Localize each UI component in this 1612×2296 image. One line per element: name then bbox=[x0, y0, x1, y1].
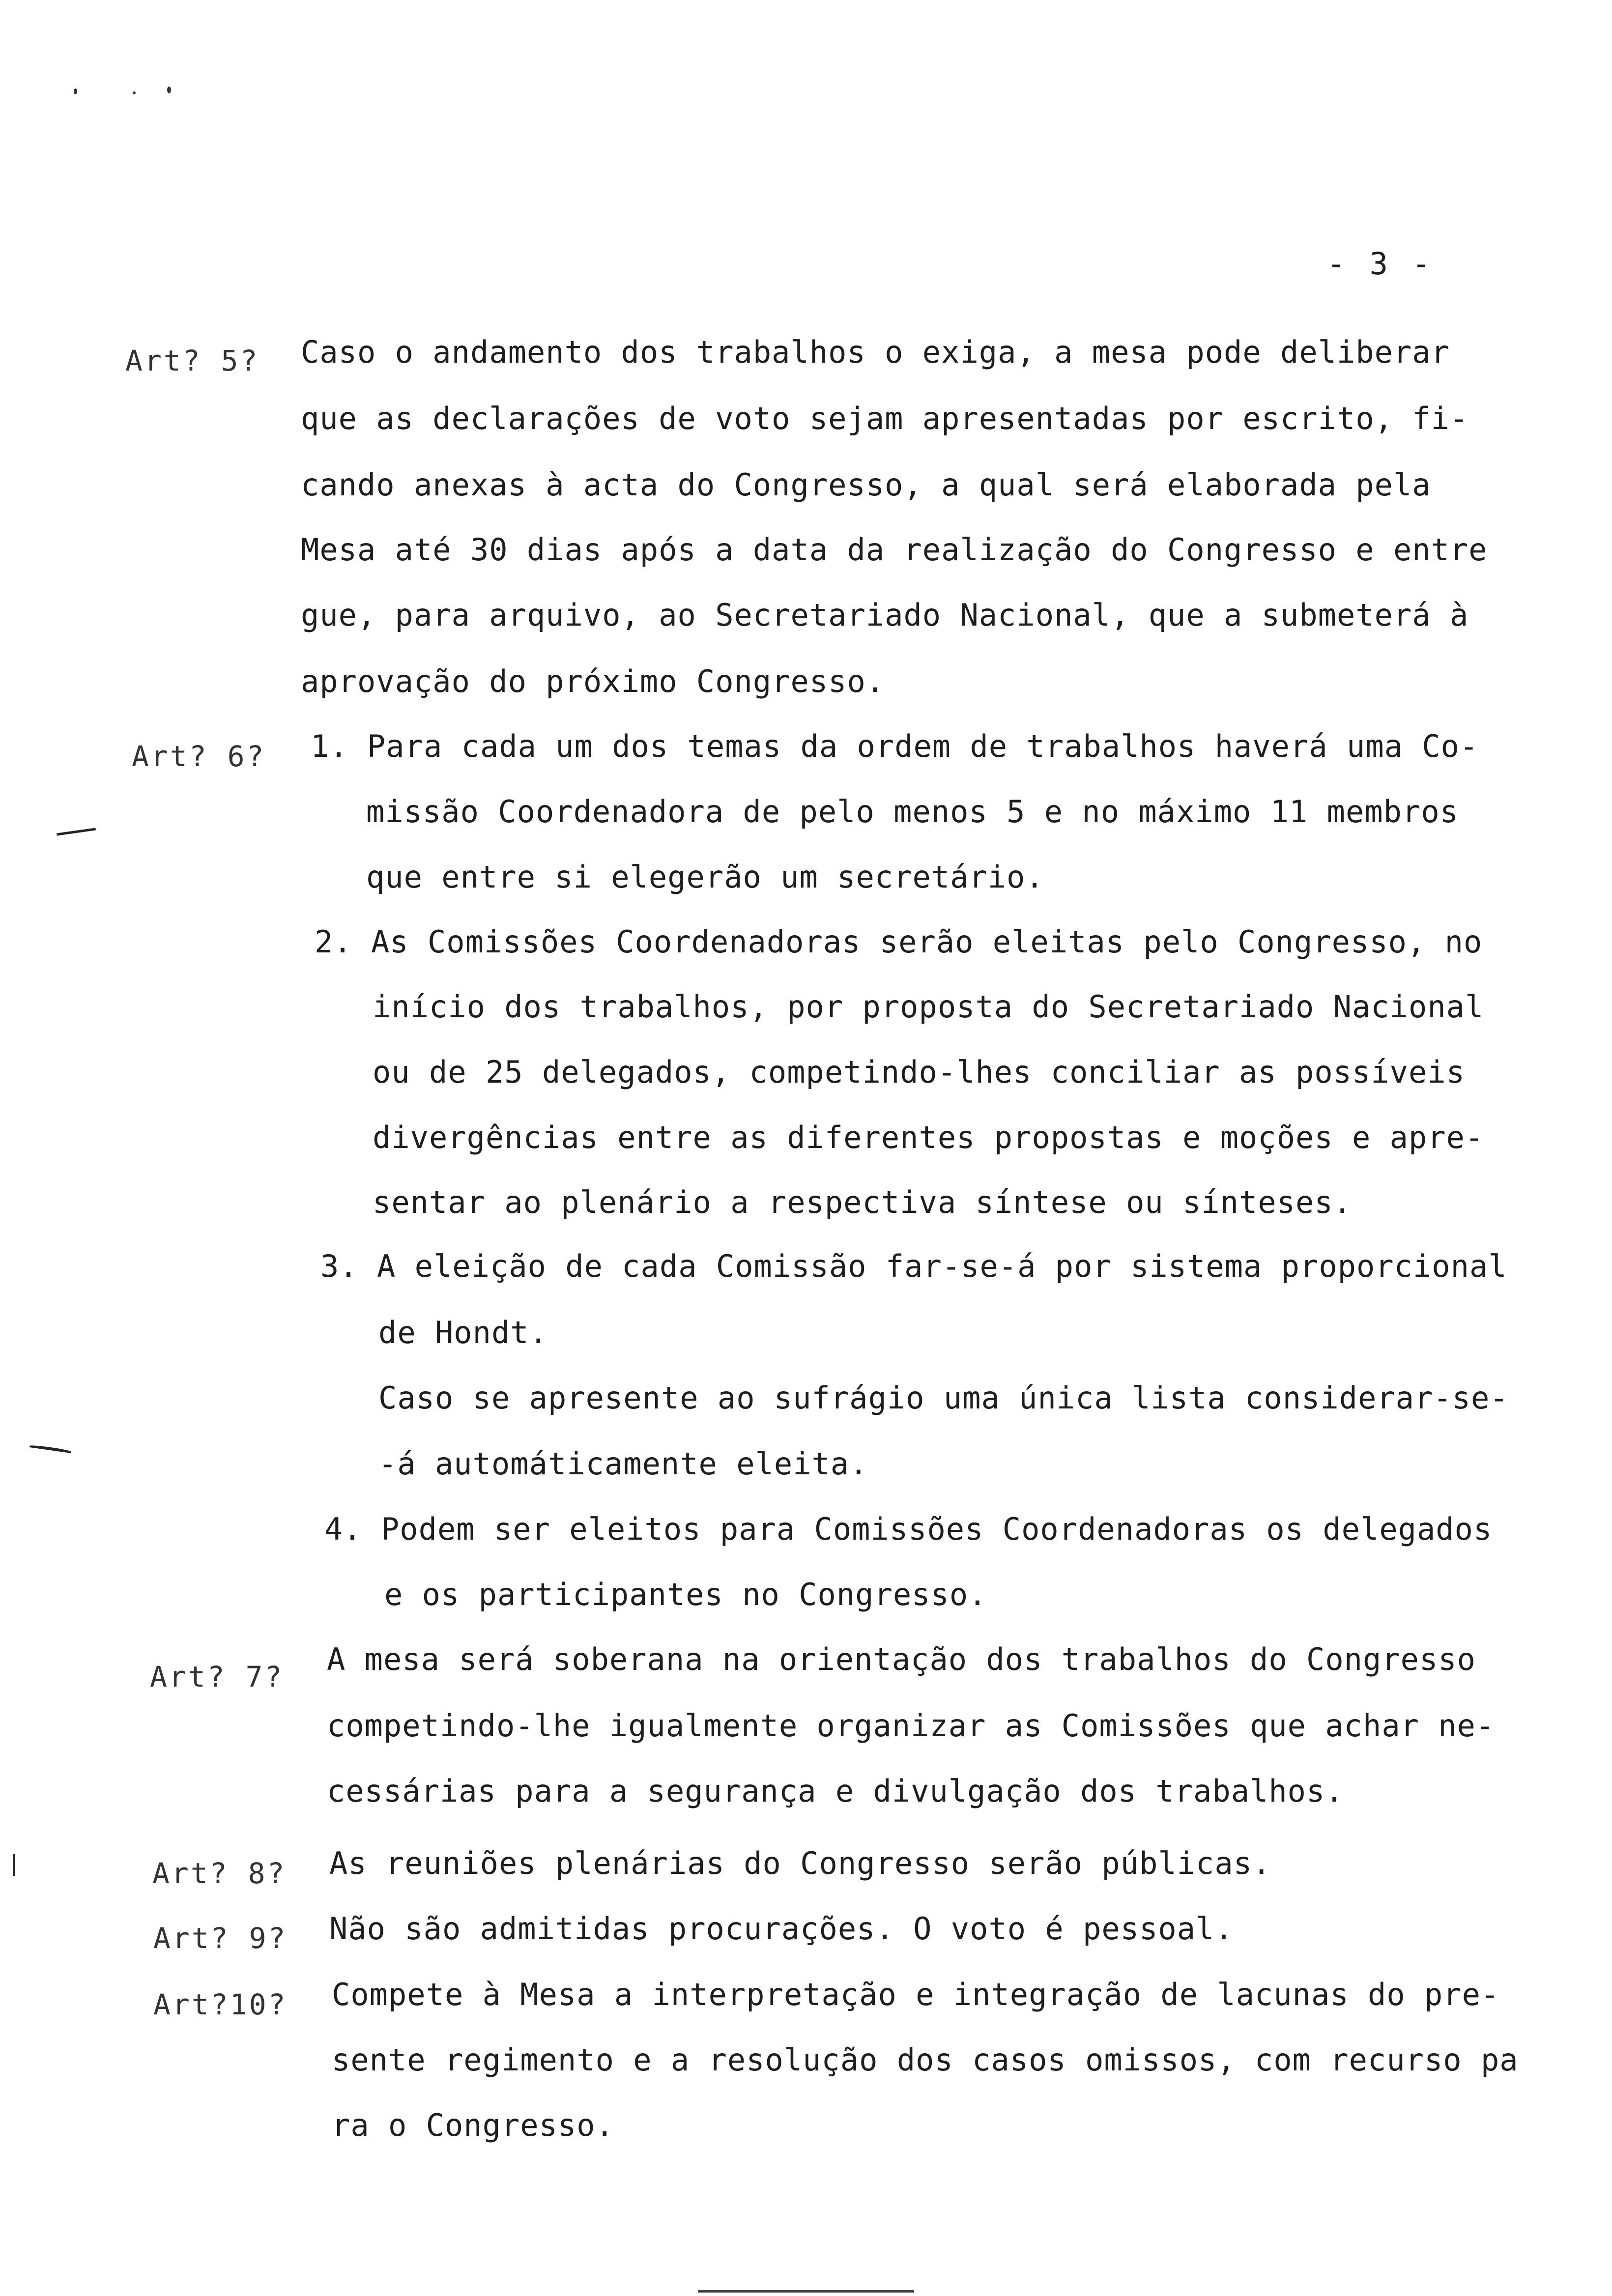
article-label: Art? 8? bbox=[152, 1857, 287, 1890]
article-text-line: -á automáticamente eleita. bbox=[378, 1446, 868, 1482]
margin-mark bbox=[57, 828, 96, 835]
article-text-line: sentar ao plenário a respectiva síntese ou sínteses. bbox=[373, 1184, 1353, 1220]
bottom-rule bbox=[698, 2290, 914, 2293]
article-text-line: ra o Congresso. bbox=[332, 2107, 614, 2143]
article-text-line: aprovação do próximo Congresso. bbox=[301, 663, 885, 699]
article-text-line: que entre si elegerão um secretário. bbox=[366, 859, 1044, 895]
article-text-line: Compete à Mesa a interpretação e integração de lacunas do pre- bbox=[332, 1977, 1500, 2012]
article-label: Art?10? bbox=[153, 1988, 288, 2021]
article-text-line: 3. A eleição de cada Comissão far-se-á por sistema proporcional bbox=[320, 1248, 1507, 1284]
article-text-line: e os participantes no Congresso. bbox=[384, 1577, 987, 1612]
scan-speck bbox=[167, 86, 171, 93]
article-text-line: Caso o andamento dos trabalhos o exiga, a mesa pode deliberar bbox=[301, 334, 1450, 370]
article-label: Art? 5? bbox=[125, 344, 259, 377]
article-text-line: Caso se apresente ao sufrágio uma única lista considerar-se- bbox=[378, 1380, 1509, 1416]
margin-mark bbox=[13, 1854, 15, 1876]
article-text-line: Não são admitidas procurações. O voto é pessoal. bbox=[329, 1911, 1234, 1947]
article-text-line: A mesa será soberana na orientação dos trabalhos do Congresso bbox=[327, 1641, 1476, 1677]
article-text-line: cando anexas à acta do Congresso, a qual será elaborada pela bbox=[301, 467, 1431, 503]
article-label: Art? 9? bbox=[153, 1922, 288, 1955]
article-text-line: divergências entre as diferentes propostas e moções e apre- bbox=[373, 1119, 1484, 1155]
article-text-line: Mesa até 30 dias após a data da realização do Congresso e entre bbox=[301, 532, 1488, 568]
article-text-line: sente regimento e a resolução dos casos omissos, com recurso pa bbox=[332, 2042, 1519, 2078]
article-text-line: competindo-lhe igualmente organizar as Comissões que achar ne- bbox=[327, 1708, 1495, 1744]
article-label: Art? 7? bbox=[150, 1660, 284, 1693]
scan-speck bbox=[133, 91, 136, 94]
article-text-line: As reuniões plenárias do Congresso serão públicas. bbox=[329, 1845, 1271, 1881]
article-label: Art? 6? bbox=[132, 740, 266, 773]
article-text-line: 1. Para cada um dos temas da ordem de trabalhos haverá uma Co- bbox=[311, 728, 1479, 764]
article-text-line: missão Coordenadora de pelo menos 5 e no máximo 11 membros bbox=[366, 794, 1459, 830]
article-text-line: que as declarações de voto sejam apresentadas por escrito, fi- bbox=[301, 401, 1469, 436]
article-text-line: gue, para arquivo, ao Secretariado Nacional, que a submeterá à bbox=[301, 597, 1469, 633]
page-number: - 3 - bbox=[1327, 246, 1434, 282]
scan-speck bbox=[74, 88, 77, 94]
article-text-line: ou de 25 delegados, competindo-lhes conciliar as possíveis bbox=[373, 1054, 1465, 1090]
article-text-line: cessárias para a segurança e divulgação dos trabalhos. bbox=[327, 1773, 1344, 1809]
article-text-line: início dos trabalhos, por proposta do Secretariado Nacional bbox=[373, 989, 1484, 1025]
article-text-line: 4. Podem ser eleitos para Comissões Coordenadoras os delegados bbox=[324, 1511, 1493, 1547]
margin-mark bbox=[29, 1444, 71, 1453]
article-text-line: de Hondt. bbox=[378, 1315, 548, 1350]
article-text-line: 2. As Comissões Coordenadoras serão eleitas pelo Congresso, no bbox=[315, 924, 1483, 960]
